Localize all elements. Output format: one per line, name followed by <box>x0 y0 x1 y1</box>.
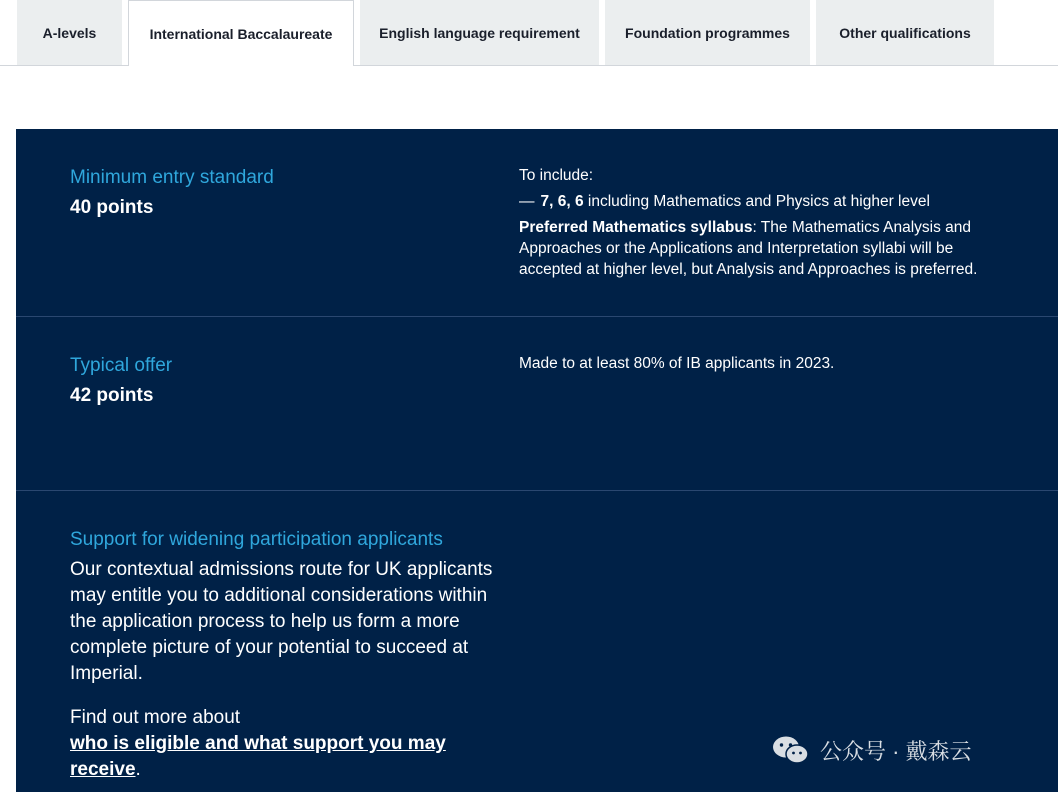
eligibility-support-link[interactable]: who is eligible and what support you may receive <box>70 733 446 780</box>
qualification-tabs <box>0 0 1058 66</box>
find-out-more-text: Find out more about <box>70 707 241 728</box>
typical-offer-label: Typical offer <box>70 355 173 376</box>
typical-offer-note: Made to at least 80% of IB applicants in 2023. <box>519 355 835 372</box>
typical-offer-value: 42 points <box>70 385 154 406</box>
eligibility-link-line <box>70 731 500 783</box>
grade-subjects: including Mathematics and Physics at higher level <box>583 193 930 210</box>
link-suffix: . <box>135 759 141 780</box>
contextual-admissions-text: Our contextual admissions route for UK applicants may entitle you to additional considerations within the application process to help us form a more complete picture of your potential to succeed at Imperial. <box>70 559 493 684</box>
widening-participation-body <box>70 557 500 783</box>
tab-a-levels[interactable]: A-levels <box>17 0 122 65</box>
minimum-entry-value: 40 points <box>70 197 154 218</box>
wechat-icon <box>772 735 810 765</box>
tab-english-language-requirement[interactable]: English language requirement <box>360 0 599 65</box>
tab-foundation-programmes[interactable]: Foundation programmes <box>605 0 810 65</box>
ib-requirements-panel <box>16 129 1058 792</box>
grade-values: 7, 6, 6 <box>540 193 584 210</box>
to-include-text: To include: <box>519 167 594 184</box>
syllabus-note <box>519 217 999 280</box>
minimum-entry-details <box>519 165 999 280</box>
syllabus-label: Preferred Mathematics syllabus <box>519 219 753 236</box>
tab-international-baccalaureate[interactable]: International Baccalaureate <box>128 0 354 66</box>
grade-requirement <box>519 191 999 212</box>
watermark-text: 公众号 · 戴森云 <box>820 738 972 764</box>
tab-other-qualifications[interactable]: Other qualifications <box>816 0 994 65</box>
wechat-watermark <box>772 733 972 767</box>
minimum-entry-label: Minimum entry standard <box>70 167 274 188</box>
minimum-entry-row <box>16 129 1058 317</box>
syllabus-text: : The Mathematics Analysis and Approaches or the Applications and Interpretation syllabi will be accepted at higher level, but Analysis and Approaches is preferred. <box>519 219 978 278</box>
typical-offer-row <box>16 317 1058 491</box>
widening-participation-label: Support for widening participation applicants <box>70 529 443 550</box>
dash-icon: — <box>519 193 535 210</box>
